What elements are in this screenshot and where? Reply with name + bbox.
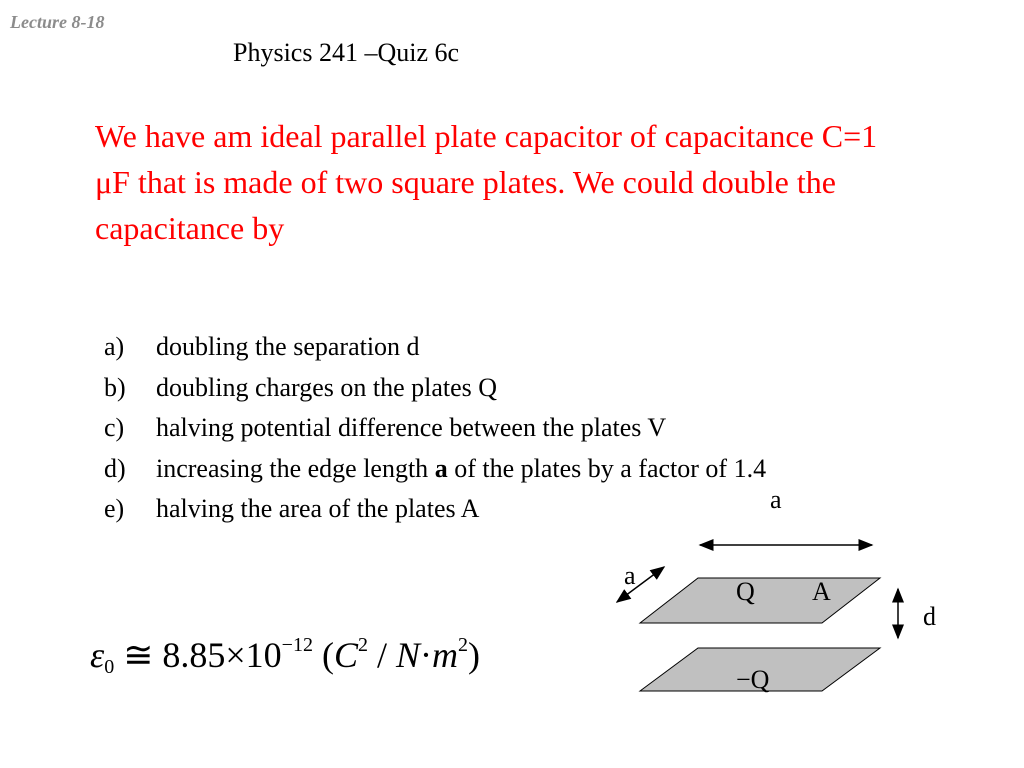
power-base: 10	[245, 635, 282, 675]
power-exponent: −12	[281, 634, 313, 656]
lecture-label: Lecture 8-18	[10, 12, 105, 32]
option-letter: c)	[104, 413, 125, 442]
permittivity-formula	[90, 634, 480, 679]
option-text: halving the area of the plates A	[156, 494, 480, 523]
option-text: halving potential difference between the plates V	[156, 413, 667, 442]
close-paren: )	[468, 635, 480, 675]
edge-side-label: a	[624, 561, 636, 590]
option-b	[104, 368, 766, 409]
option-letter: b)	[104, 372, 126, 402]
option-c	[104, 408, 766, 449]
option-text-after: of the plates by a factor of 1.4	[447, 453, 767, 483]
area-label: A	[812, 577, 831, 606]
epsilon-symbol: ε	[90, 635, 105, 675]
option-text-before: increasing the edge length	[156, 453, 435, 483]
option-letter: e)	[104, 494, 125, 523]
question-text: We have am ideal parallel plate capacitor of capacitance C=1 μF that is made of two square plates. We could double the capacitance by	[95, 118, 878, 246]
separation-label: d	[923, 602, 936, 631]
option-letter: a)	[104, 332, 125, 361]
option-text: doubling charges on the plates Q	[156, 372, 498, 402]
approx-symbol: ≅	[123, 635, 154, 675]
epsilon-subscript: 0	[104, 656, 115, 678]
capacitor-diagram	[600, 480, 1000, 710]
option-text: doubling the separation d	[156, 332, 420, 361]
option-letter: d)	[104, 453, 126, 483]
page-title: Physics 241 –Quiz 6c	[233, 38, 460, 67]
bottom-charge-label: −Q	[736, 665, 770, 694]
option-text-bold: a	[434, 453, 448, 483]
coulomb-exponent: 2	[357, 634, 368, 656]
unit-meter: m	[432, 635, 458, 675]
unit-newton: N	[395, 635, 420, 675]
edge-top-label: a	[770, 485, 782, 514]
meter-exponent: 2	[458, 634, 468, 656]
mantissa: 8.85	[162, 635, 226, 675]
dot-symbol: ·	[420, 635, 432, 675]
times-symbol: ×	[225, 635, 246, 675]
top-charge-label: Q	[736, 577, 755, 606]
unit-coulomb: C	[333, 635, 358, 675]
top-plate	[640, 578, 880, 623]
open-paren: (	[321, 635, 334, 675]
option-a	[104, 327, 766, 368]
slash: /	[376, 635, 387, 675]
